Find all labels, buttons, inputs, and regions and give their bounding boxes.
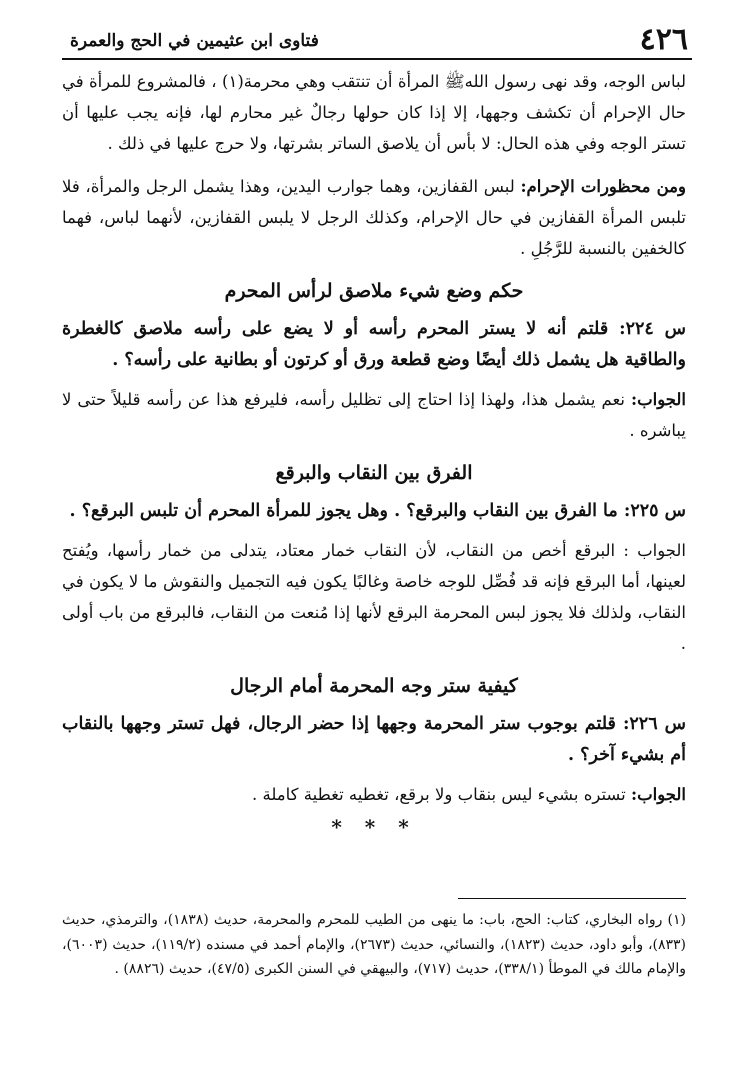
running-title: فتاوى ابن عثيمين في الحج والعمرة (70, 31, 319, 51)
answer-label: الجواب : (623, 541, 686, 560)
prohibitions-text: لبس القفازين، وهما جوارب اليدين، وهذا يشمل الرجل والمرأة، فلا تلبس المرأة القفازين في حال الإحرام، وكذلك الرجل لا يلبس القفازين، لأنهما لباس، فهما كالخفين بالنسبة للرَّجُلِ . (62, 177, 686, 258)
question-text: قلتم أنه لا يستر المحرم رأسه أو لا يضع على رأسه ملاصق كالغطرة والطاقية هل يشمل ذلك أيضًا وضع قطعة ورق أو كرتون أو بطانية على رأسه؟ . (62, 319, 686, 370)
question-224 (62, 314, 686, 376)
answer-226 (62, 779, 686, 810)
answer-text: نعم يشمل هذا، ولهذا إذا احتاج إلى تظليل رأسه، فليرفع هذا عن رأسه قليلاً حتى لا يباشره . (62, 390, 686, 440)
answer-225 (62, 535, 686, 659)
answer-label: الجواب: (631, 390, 686, 409)
answer-text: تستره بشيء ليس بنقاب ولا برقع، تغطيه تغطية كاملة . (251, 785, 626, 804)
answer-224 (62, 384, 686, 446)
question-226 (62, 709, 686, 771)
page-body (62, 66, 686, 840)
section-226 (62, 671, 686, 810)
question-225 (62, 496, 686, 527)
question-number: س ٢٢٥: (623, 501, 686, 521)
section-225 (62, 458, 686, 659)
section-separator: * * * (331, 815, 417, 839)
page-header (62, 22, 692, 58)
intro-paragraph: لباس الوجه، وقد نهى رسول اللهﷺ المرأة أن تنتقب وهي محرمة(١) ، فالمشروع للمرأة في حال الإحرام أن تكشف وجهها، إلا إذا كان حولها رجالٌ غير محارم لها، فإنه يجب عليها أن تستر الوجه وفي هذه الحال: لا بأس أن يلاصق الساتر بشرتها، ولا حرج عليها في ذلك . (62, 72, 686, 153)
question-number: س ٢٢٤: (619, 319, 686, 339)
prohibitions-paragraph (62, 171, 686, 264)
header-divider (62, 58, 692, 60)
section-heading: حكم وضع شيء ملاصق لرأس المحرم (224, 280, 524, 302)
section-224 (62, 276, 686, 446)
section-heading: كيفية ستر وجه المحرمة أمام الرجال (230, 675, 518, 697)
footnote-1: (١) رواه البخاري، كتاب: الحج، باب: ما ينهى من الطيب للمحرم والمحرمة، حديث (١٨٣٨)، والترمذي، حديث (٨٣٣)، وأبو داود، حديث (١٨٢٣)، والنسائي، حديث (٢٦٧٣)، والإمام أحمد في مسنده (١١٩/٢)، حديث (٦٠٠٣)، والإمام مالك في الموطأ (٣٣٨/١)، حديث (٧١٧)، والبيهقي في السنن الكبرى (٤٧/٥)، حديث (٨٨٢٦) . (62, 912, 687, 977)
answer-text: البرقع أخص من النقاب، لأن النقاب خمار معتاد، يتدلى من خمار رأسها، ويُفتح لعينها، أما البرقع فإنه قد فُصِّل للوجه خاصة وغالبًا يكون فيه التجميل والنقوش ما لا يكون في النقاب، ولذلك فلا يجوز لبس المحرمة البرقع لأنها إذا مُنعت من النقاب، فالبرقع من باب أولى . (62, 541, 686, 653)
prohibitions-lead: ومن محظورات الإحرام: (520, 177, 686, 196)
question-number: س ٢٢٦: (622, 714, 687, 734)
footnotes (62, 908, 686, 982)
section-heading: الفرق بين النقاب والبرقع (275, 462, 473, 484)
question-text: ما الفرق بين النقاب والبرقع؟ . وهل يجوز للمرأة المحرم أن تلبس البرقع؟ . (69, 501, 618, 521)
page-number: ٤٢٦ (639, 22, 688, 57)
answer-label: الجواب: (631, 785, 686, 804)
question-text: قلتم بوجوب ستر المحرمة وجهها إذا حضر الرجال، فهل تستر وجهها بالنقاب أم بشيء آخر؟ . (62, 714, 686, 765)
footnote-divider (458, 898, 686, 899)
